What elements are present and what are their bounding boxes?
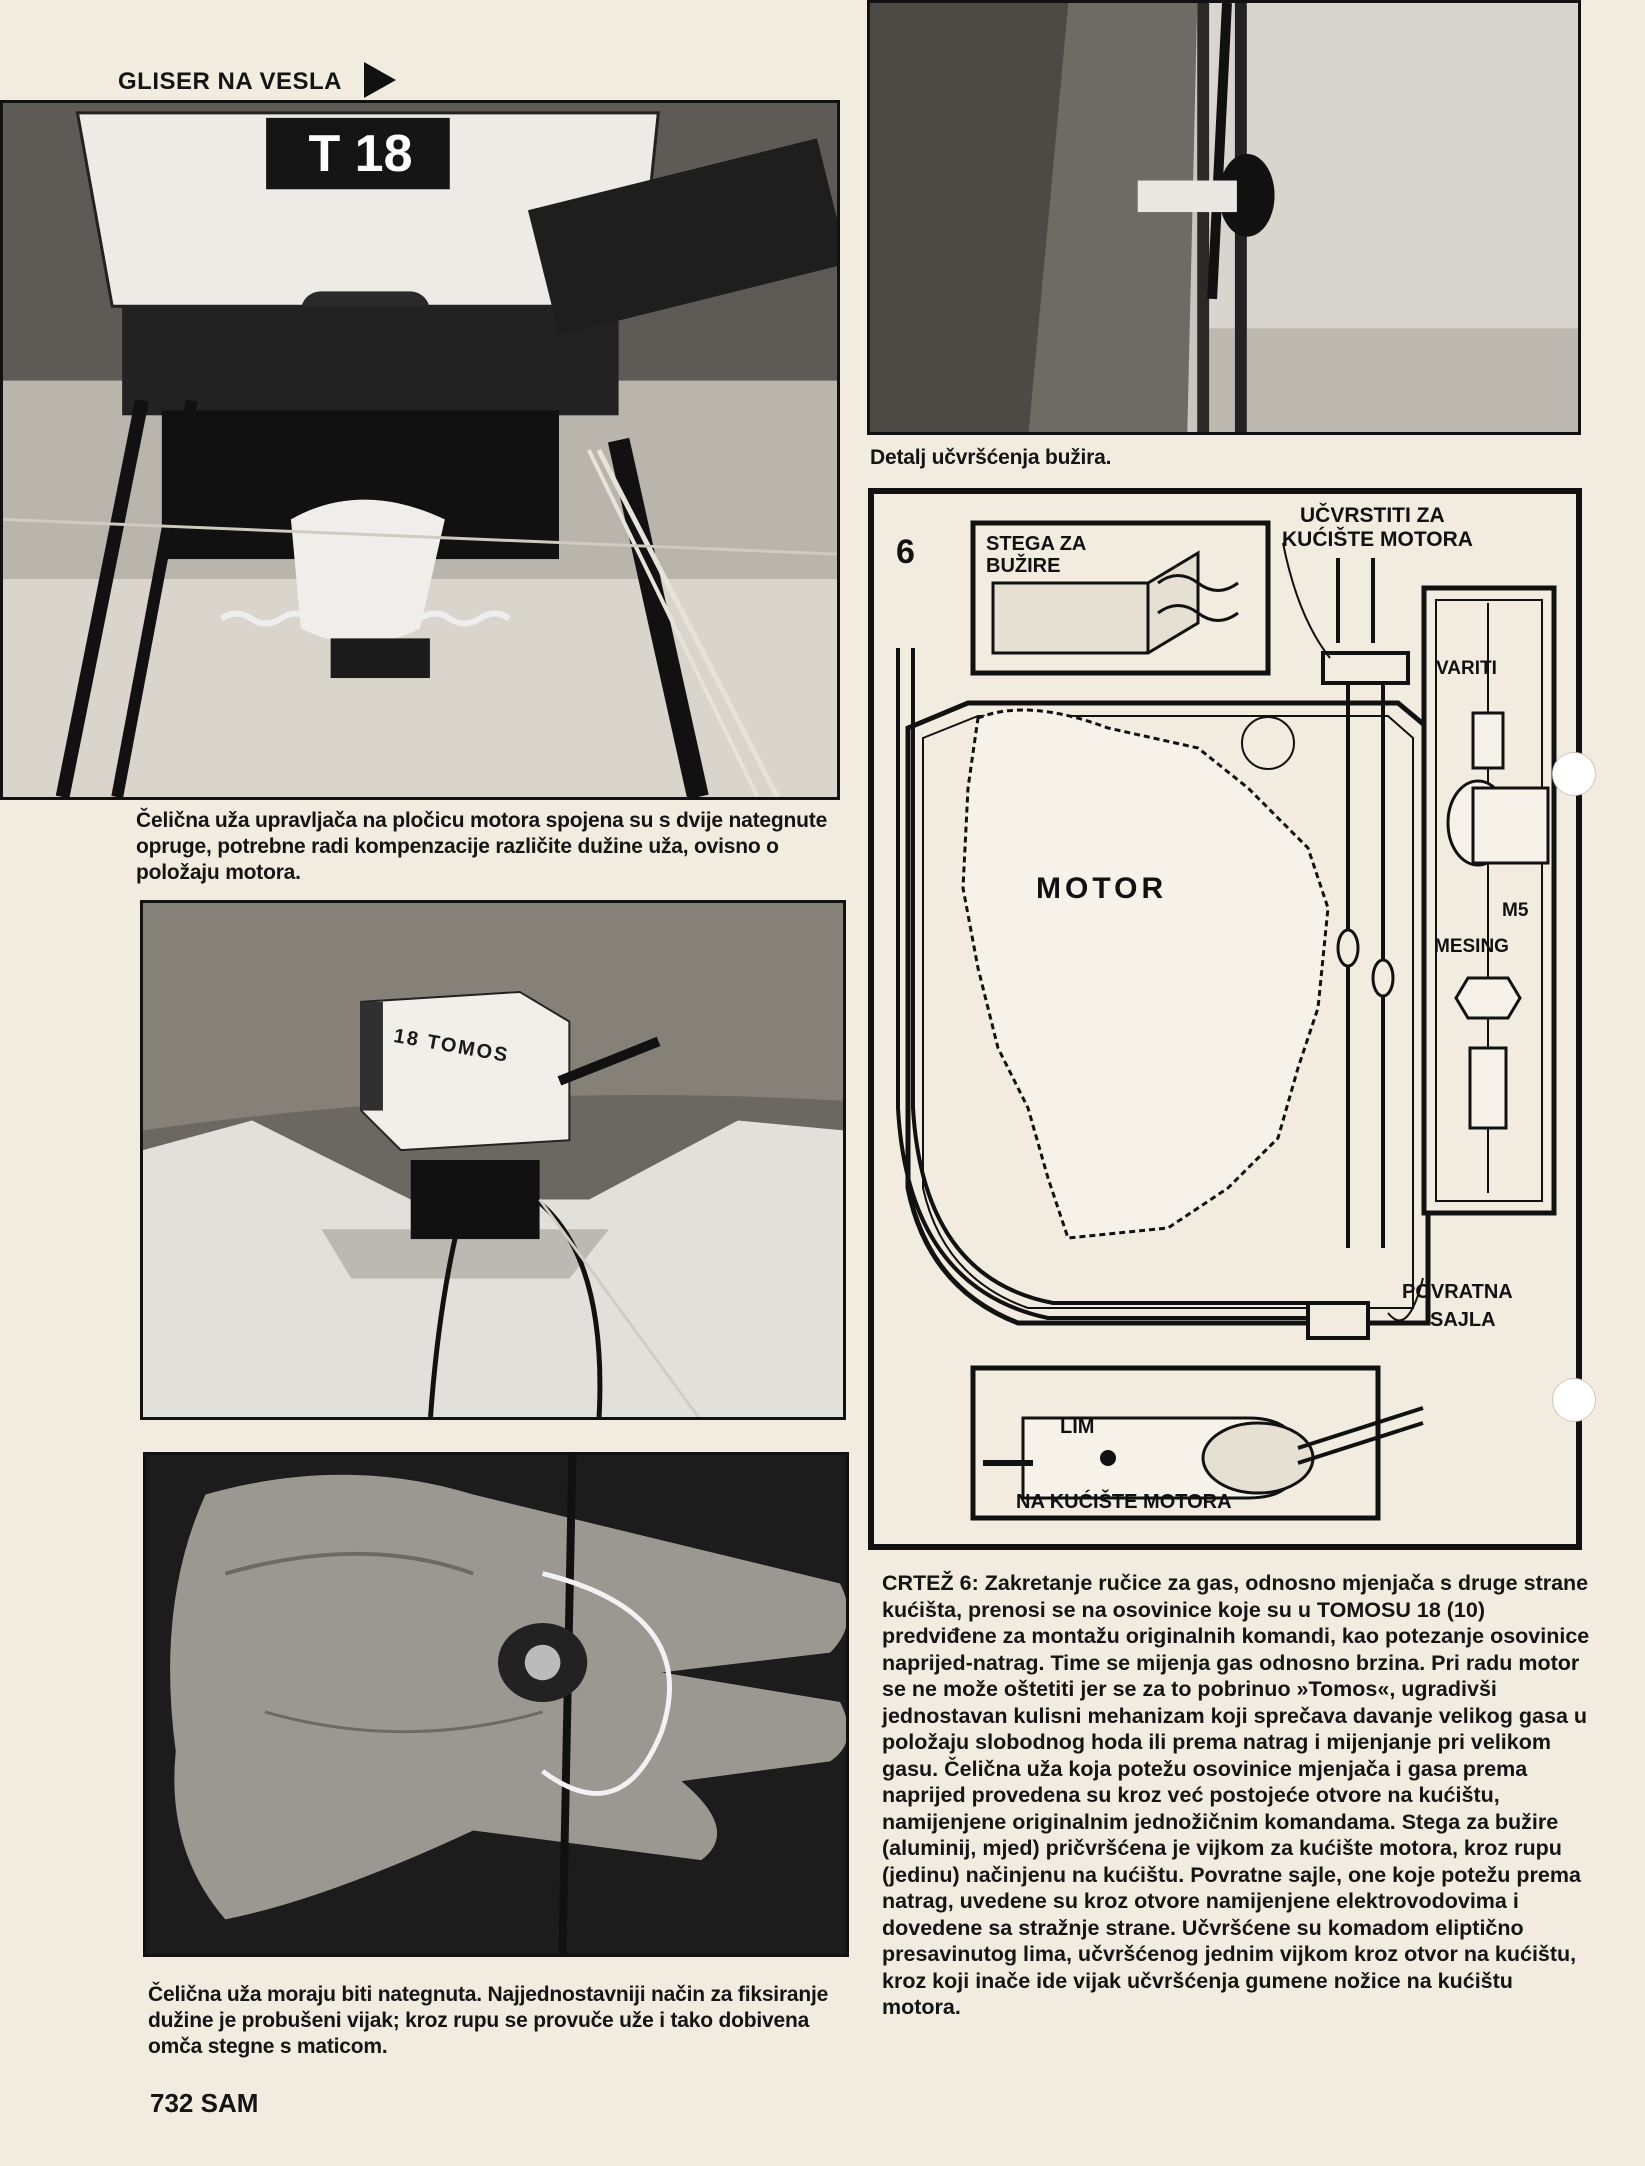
label-ucvrstiti-2: KUĆIŠTE MOTORA xyxy=(1282,528,1473,551)
label-mesing: MESING xyxy=(1434,936,1509,957)
caption-photo-1: Čelična uža upravljača na pločicu motora spojena su s dvije nategnute opruge, potrebne radi kompenzacije različite dužine uža, ovisno o položaju motora. xyxy=(136,809,828,884)
page-folio: 732 SAM xyxy=(150,2088,259,2118)
label-stega-1: STEGA ZA xyxy=(986,533,1087,555)
technical-drawing xyxy=(868,488,1582,1550)
caption-detail: Detalj učvršćenja bužira. xyxy=(870,446,1112,469)
section-header xyxy=(118,68,342,96)
body-lead: CRTEŽ 6: xyxy=(882,1571,979,1595)
body-text xyxy=(882,1570,1592,2021)
label-povratna-1: POVRATNA xyxy=(1402,1281,1513,1303)
header-title: GLISER NA VESLA xyxy=(118,68,342,95)
label-stega-2: BUŽIRE xyxy=(986,555,1061,577)
photo-detail xyxy=(867,0,1581,435)
label-ucvrstiti-1: UČVRSTITI ZA xyxy=(1300,504,1445,527)
cowl-brand: TOMOS xyxy=(425,1030,511,1067)
label-m5: M5 xyxy=(1502,900,1529,921)
drawing-number: 6 xyxy=(896,533,915,571)
body-paragraph: Zakretanje ručice za gas, odnosno mjenjača s druge strane kućišta, prenosi se na osovinice koje su u TOMOSU 18 (10) predviđene za montažu originalnih komandi, kao potezanje osovinice naprijed-natrag. Time se mijenja gas odnosno brzina. Pri radu motor se ne može oštetiti jer se za to pobrinuo »Tomos«, ugradivši jednostavan kulisni mehanizam koji sprečava davanje velikog gasa u položaju slobodnog hoda ili prema natrag i mijenjanje pri velikom gasu. Čelična uža koja potežu osovinice mjenjača i gasa prema naprijed provedena su kroz već postojeće otvore na kućištu, namijenjene originalnim jednožičnim komandama. Stega za bužire (aluminij, mjed) pričvršćena je vijkom za kućište motora, kroz rupu (jedinu) načinjenu na kućištu. Povratne sajle, one koje potežu prema natrag, uvedene su kroz otvore namijenjene elektrovodovima i dovedene sa stražnje strane. Učvršćene su komadom eliptično presavinutog lima, učvršćenog jednim vijkom kroz otvor na kućištu, kroz koji inače ide vijak učvršćenja gumene nožice na kućištu motora. xyxy=(882,1571,1590,2019)
label-variti: VARITI xyxy=(1436,658,1497,679)
photo-boat xyxy=(140,900,846,1420)
label-povratna-2: SAJLA xyxy=(1430,1309,1496,1331)
binder-hole-bottom xyxy=(1552,1378,1596,1422)
label-motor: MOTOR xyxy=(1036,872,1168,905)
caption-photo-3: Čelična uža moraju biti nategnuta. Najjednostavniji način za fiksiranje dužine je probušeni vijak; kroz rupu se provuče uže i tako dobivena omča stegne s maticom. xyxy=(148,1983,829,2058)
motor-plate: T 18 xyxy=(308,125,413,183)
label-na-kuciste: NA KUĆIŠTE MOTORA xyxy=(1016,1491,1232,1513)
label-lim: LIM xyxy=(1060,1416,1095,1438)
binder-hole-top xyxy=(1552,752,1596,796)
photo-hand xyxy=(143,1452,849,1957)
cowl-number: 18 xyxy=(392,1025,422,1052)
photo-motor-mount xyxy=(0,100,840,800)
arrow-right-icon xyxy=(362,60,398,100)
